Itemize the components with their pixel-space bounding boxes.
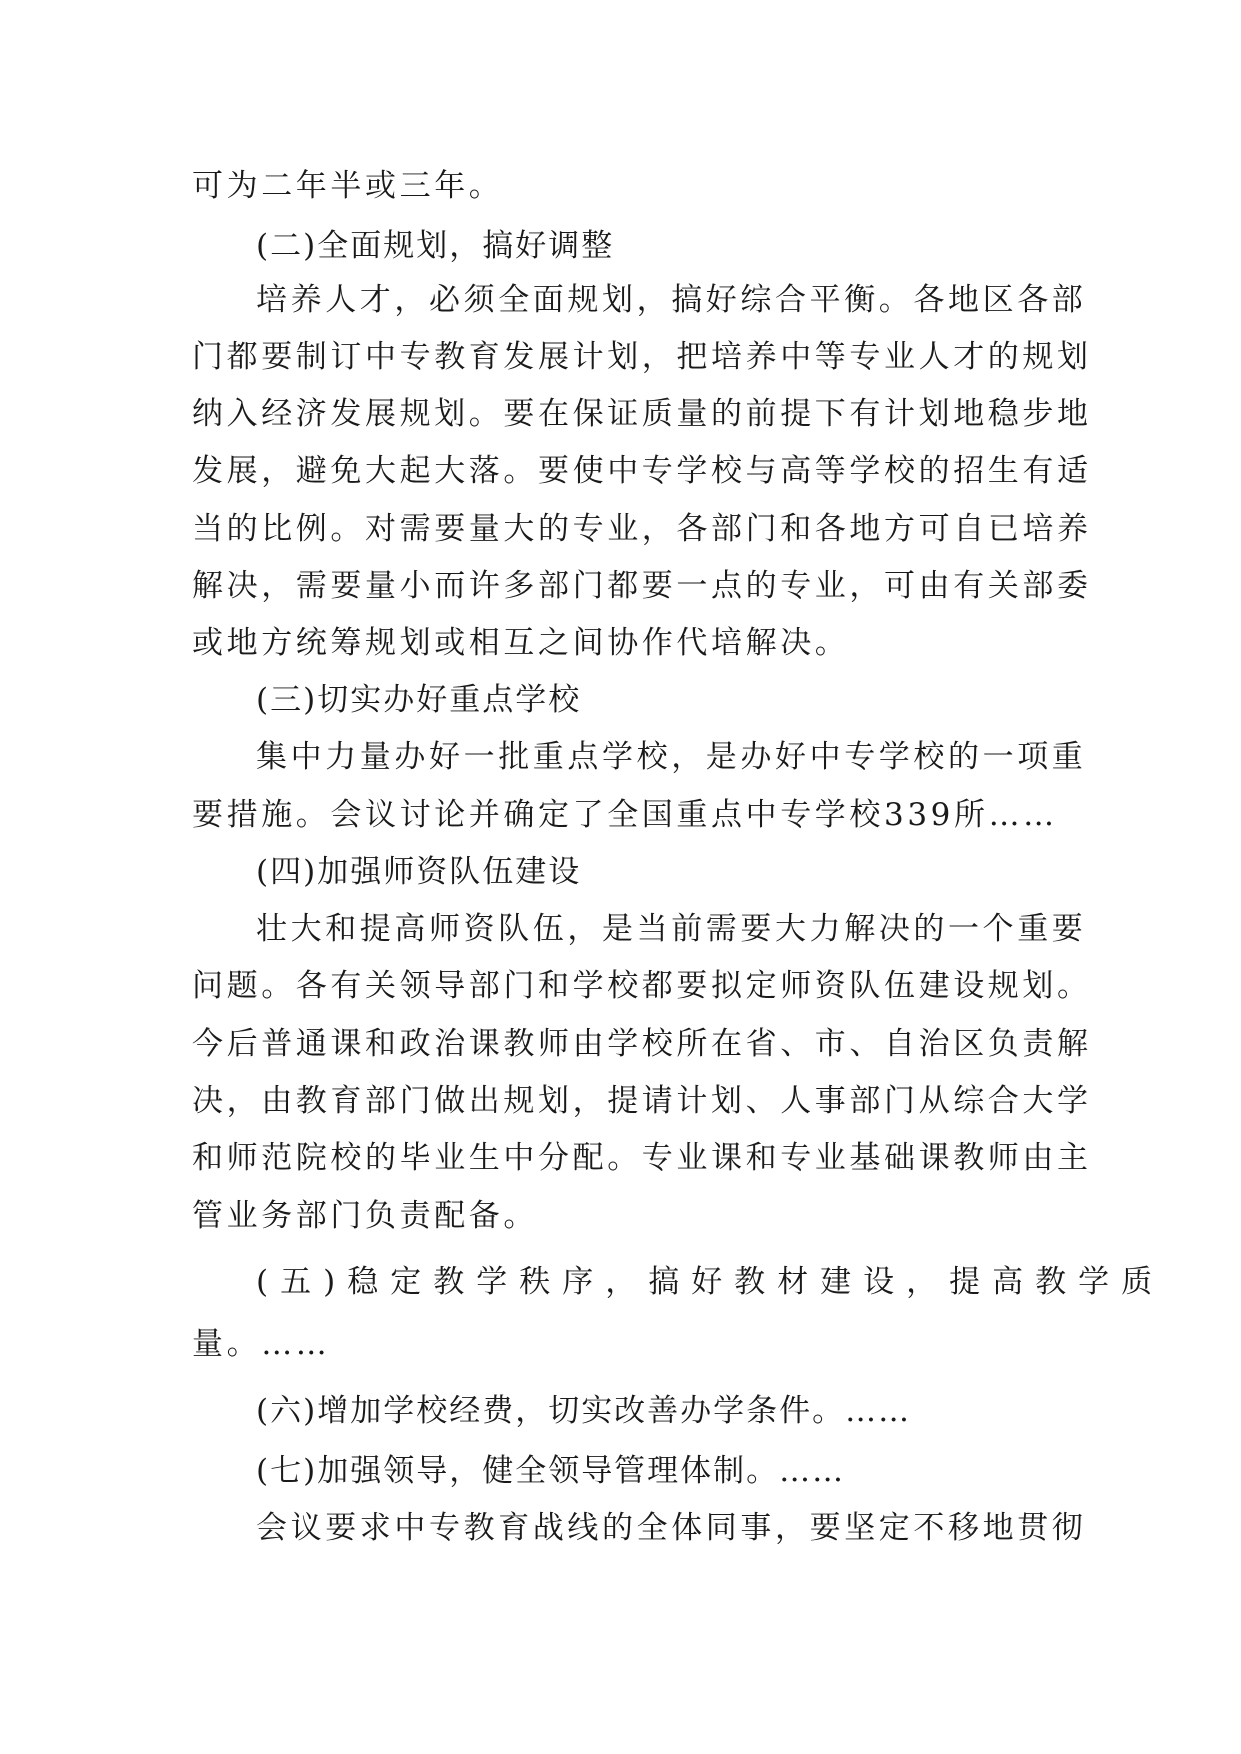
text-line: 会议要求中专教育战线的全体同事，要坚定不移地贯彻	[256, 1510, 1087, 1546]
section-heading: (七)加强领导，健全领导管理体制。……	[256, 1453, 846, 1489]
text-line: 今后普通课和政治课教师由学校所在省、市、自治区负责解	[192, 1026, 1092, 1062]
text-line: 集中力量办好一批重点学校，是办好中专学校的一项重	[256, 739, 1087, 775]
section-heading: (五)稳定教学秩序，搞好教材建设，提高教学质	[256, 1264, 1165, 1300]
section-heading: (三)切实办好重点学校	[256, 682, 582, 718]
text-line: 问题。各有关领导部门和学校都要拟定师资队伍建设规划。	[192, 968, 1092, 1004]
text-line: 门都要制订中专教育发展计划，把培养中等专业人才的规划	[192, 339, 1092, 375]
section-heading: (六)增加学校经费，切实改善办学条件。……	[256, 1393, 912, 1429]
text-line: 决，由教育部门做出规划，提请计划、人事部门从综合大学	[192, 1083, 1092, 1119]
text-line: 壮大和提高师资队伍，是当前需要大力解决的一个重要	[256, 911, 1087, 947]
text-line: 和师范院校的毕业生中分配。专业课和专业基础课教师由主	[192, 1140, 1092, 1176]
text-line: 量。……	[192, 1326, 331, 1362]
section-heading: (二)全面规划，搞好调整	[256, 228, 615, 264]
text-line: 或地方统筹规划或相互之间协作代培解决。	[192, 625, 850, 661]
text-line: 纳入经济发展规划。要在保证质量的前提下有计划地稳步地	[192, 396, 1092, 432]
text-line: 发展，避免大起大落。要使中专学校与高等学校的招生有适	[192, 453, 1092, 489]
text-line: 管业务部门负责配备。	[192, 1198, 538, 1234]
text-line: 要措施。会议讨论并确定了全国重点中专学校339所……	[192, 797, 1058, 833]
text-line: 当的比例。对需要量大的专业，各部门和各地方可自已培养	[192, 511, 1092, 547]
text-line: 解决，需要量小而许多部门都要一点的专业，可由有关部委	[192, 568, 1092, 604]
text-line: 培养人才，必须全面规划，搞好综合平衡。各地区各部	[256, 282, 1087, 318]
text-line: 可为二年半或三年。	[192, 168, 504, 204]
section-heading: (四)加强师资队伍建设	[256, 854, 582, 890]
